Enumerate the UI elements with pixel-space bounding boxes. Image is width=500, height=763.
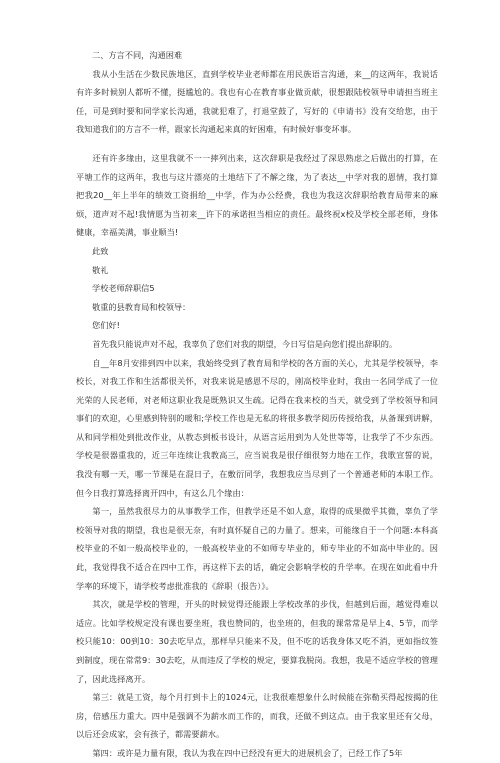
paragraph-reason-2: 其次，就是学校的管理，开头的时候觉得还能跟上学校改革的步伐，但越到后面，越觉得难以适应。比如学校规定没有课也要坐班，我也赞同的，也坐班的，但我的课常常是早上4、5节，而学校只能10：00到10：30去吃早点，那样早只能来不及，但不吃的话我身体又吃不消，更如指纹签到制度，现在常常9：30去吃，从而违反了学校的规定，要算我脱岗。我想，我是不适应学校的管理了，因此选择离开。	[76, 599, 438, 684]
greeting-recipient: 敬重的县教育局和校领导：	[92, 301, 191, 312]
paragraph-dialect: 我从小生活在少数民族地区，直到学校毕业老师都在用民族语言沟通，来__的这两年，我说话有许多时候别人都听不懂，挺尴尬的。我也有心在教育事业做贡献，很想跟陆校领导申请担当班主任，可是到时要和同学家长沟通，我就犯难了，打退堂鼓了，写好的《申请书》没有交给您，由于我知道我们的方言不一样，跟家长沟通起来真的好困难，有时候好事变坏事。	[76, 68, 438, 135]
paragraph-reason-4: 第四：或许是力量有限，我认为我在四中已经没有更大的进展机会了，已经工作了5年	[92, 747, 403, 758]
paragraph-reason-1: 第一，虽然我很尽力的从事教学工作，但教学还是不如人意，取得的成果微乎其微，辜负了学校领导对我的期望，我也是很无奈，有时真怀疑自己的力量了。想来，可能缘自于一个问题:本科高校毕业的不如一般高校毕业的，一般高校毕业的不如师专毕业的，师专毕业的不如高中毕业的。因此，我觉得我不适合在四中工作，再这样下去的话，确定会影响学校的升学率。在现在如此看中升学率的环境下，请学校考虑批准我的《辞职（报告）》。	[76, 506, 438, 591]
greeting-hello: 您们好!	[92, 320, 120, 331]
salutation-1: 此致	[92, 245, 109, 256]
paragraph-history: 自__年8月安排到四中以来，我始终受到了教育局和学校的各方面的关心，尤其是学校领导，李校长，对我工作和生活都很关怀，对我来说是感恩不尽的，刚高校毕业时，我由一名同学成了一位光荣的人民老师，对老师这职业我是既熟识又生疏。记得在我来校的当天，就受到了学校领导和同事们的欢迎，心里感到特别的暖和;学校工作也是无私的将很多教学阅历传授给我，从备课到讲解，从和同学相处到批改作业，从教态到板书设计，从语言运用到为人处世等等，让我学了不少东西。学校是很器重我的，近三年连续让我教高三，应当说我是很仔细很努力地在工作，我歌宣誓的说，我没有哪一天，哪一节课是在混日子，在敷衍同学，我想我应当尽到了一个普通老师的本职工作。 但今日我打算选择离开四中，有这么几个缘由：	[76, 357, 438, 498]
paragraph-reason-3: 第三：就是工资，每个月打到卡上的1024元，让我很难想象什么时候能在弥勒买得起按揭的住房，倍感压力重大。四中是强调不为薪水而工作的，而我，还做不到这点。由于我家里还有父母，以后还会成家，会有孩子，都需要薪水。	[76, 692, 438, 740]
section-heading: 二、方言不同，沟通困难	[92, 50, 183, 60]
letter-title: 学校老师辞职信5	[92, 283, 155, 294]
paragraph-reasons: 还有许多缘由，这里我就不一一摔列出来，这次辞职是我经过了深思熟虑之后做出的打算，在平塘工作的这两年，我也与这片漂亮的土地结下了不解之缘，为了表达__中学对我的恩情，我打算把我20__年上半年的绩效工资捐给__中学，作为办公经费，我也为我这次辞职给教育局带来的麻烦，道声对不起!我情愿为当初来__许下的承诺担当相应的责任。最终祝x校及学校全部老师，身体健康，幸福美满，事业顺当!	[76, 152, 438, 238]
paragraph-apology: 首先我只能说声对不起，我辜负了您们对我的期望，今日写信是向您们提出辞职的。	[92, 338, 398, 349]
salutation-2: 敬礼	[92, 264, 109, 275]
